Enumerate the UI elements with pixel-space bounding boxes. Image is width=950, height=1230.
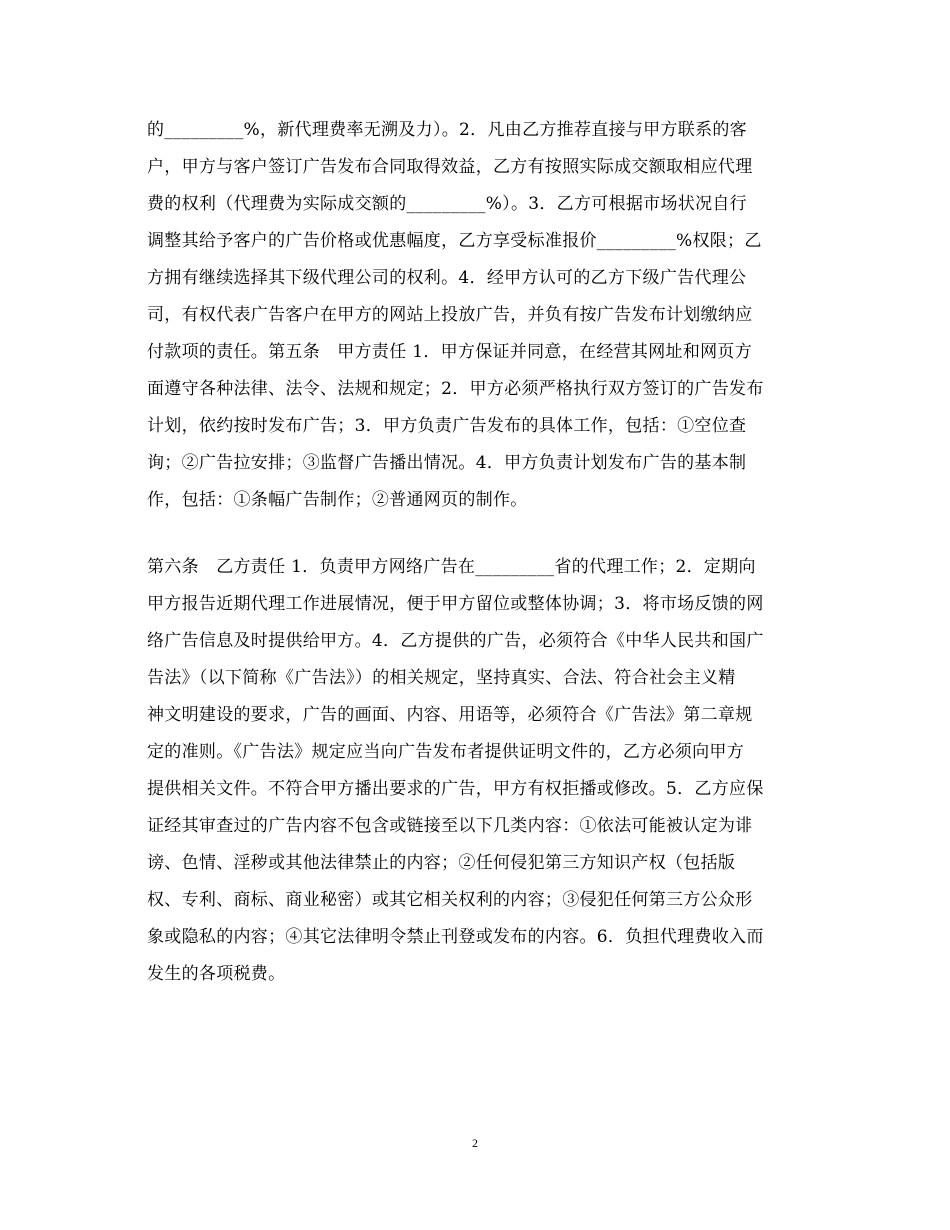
text-line: 络广告信息及时提供给甲方。4．乙方提供的广告，必须符合《中华人民共和国广 (147, 631, 764, 651)
paragraph-article-5 (147, 112, 813, 519)
text-line: 权、专利、商标、商业秘密）或其它相关权利的内容；③侵犯任何第三方公众形 (147, 890, 753, 910)
text-line: 面遵守各种法律、法令、法规和规定；2．甲方必须严格执行双方签订的广告发布 (147, 379, 764, 399)
text-line: 第六条 乙方责任 1．负责甲方网络广告在_________省的代理工作；2．定期向 (147, 557, 756, 577)
text-line: 提供相关文件。不符合甲方播出要求的广告，甲方有权拒播或修改。5．乙方应保 (147, 779, 764, 799)
text-line: 司，有权代表广告客户在甲方的网站上投放广告，并负有按广告发布计划缴纳应 (147, 305, 753, 325)
text-line: 的_________%，新代理费率无溯及力）。2．凡由乙方推荐直接与甲方联系的客 (147, 120, 747, 140)
text-line: 付款项的责任。第五条 甲方责任 1．甲方保证并同意，在经营其网址和网页方 (147, 342, 753, 362)
text-line: 证经其审查过的广告内容不包含或链接至以下几类内容：①依法可能被认定为诽 (147, 816, 753, 836)
text-line: 神文明建设的要求，广告的画面、内容、用语等，必须符合《广告法》第二章规 (147, 705, 753, 725)
text-line: 象或隐私的内容；④其它法律明令禁止刊登或发布的内容。6．负担代理费收入而 (147, 927, 764, 947)
text-line: 告法》（以下简称《广告法》）的相关规定，坚持真实、合法、符合社会主义精 (147, 668, 736, 688)
text-line: 甲方报告近期代理工作进展情况，便于甲方留位或整体协调；3．将市场反馈的网 (147, 594, 764, 614)
text-line: 费的权利（代理费为实际成交额的_________%）。3．乙方可根据市场状况自行 (147, 194, 747, 214)
text-line: 调整其给予客户的广告价格或优惠幅度，乙方享受标准报价_________%权限；乙 (147, 231, 762, 251)
text-line: 作，包括：①条幅广告制作；②普通网页的制作。 (147, 490, 528, 510)
text-line: 方拥有继续选择其下级代理公司的权利。4．经甲方认可的乙方下级广告代理公 (147, 268, 747, 288)
text-line: 谤、色情、淫秽或其他法律禁止的内容；②任何侵犯第三方知识产权（包括版 (147, 853, 736, 873)
text-line: 询；②广告拉安排；③监督广告播出情况。4．甲方负责计划发布广告的基本制 (147, 453, 747, 473)
page-number: 2 (472, 1136, 478, 1150)
text-line: 发生的各项税费。 (147, 964, 286, 984)
text-line: 定的准则。《广告法》规定应当向广告发布者提供证明文件的，乙方必须向甲方 (147, 742, 744, 762)
text-line: 户，甲方与客户签订广告发布合同取得效益，乙方有按照实际成交额取相应代理 (147, 157, 753, 177)
paragraph-article-6 (147, 549, 813, 993)
text-line: 计划，依约按时发布广告；3．甲方负责广告发布的具体工作，包括：①空位查 (147, 416, 747, 436)
